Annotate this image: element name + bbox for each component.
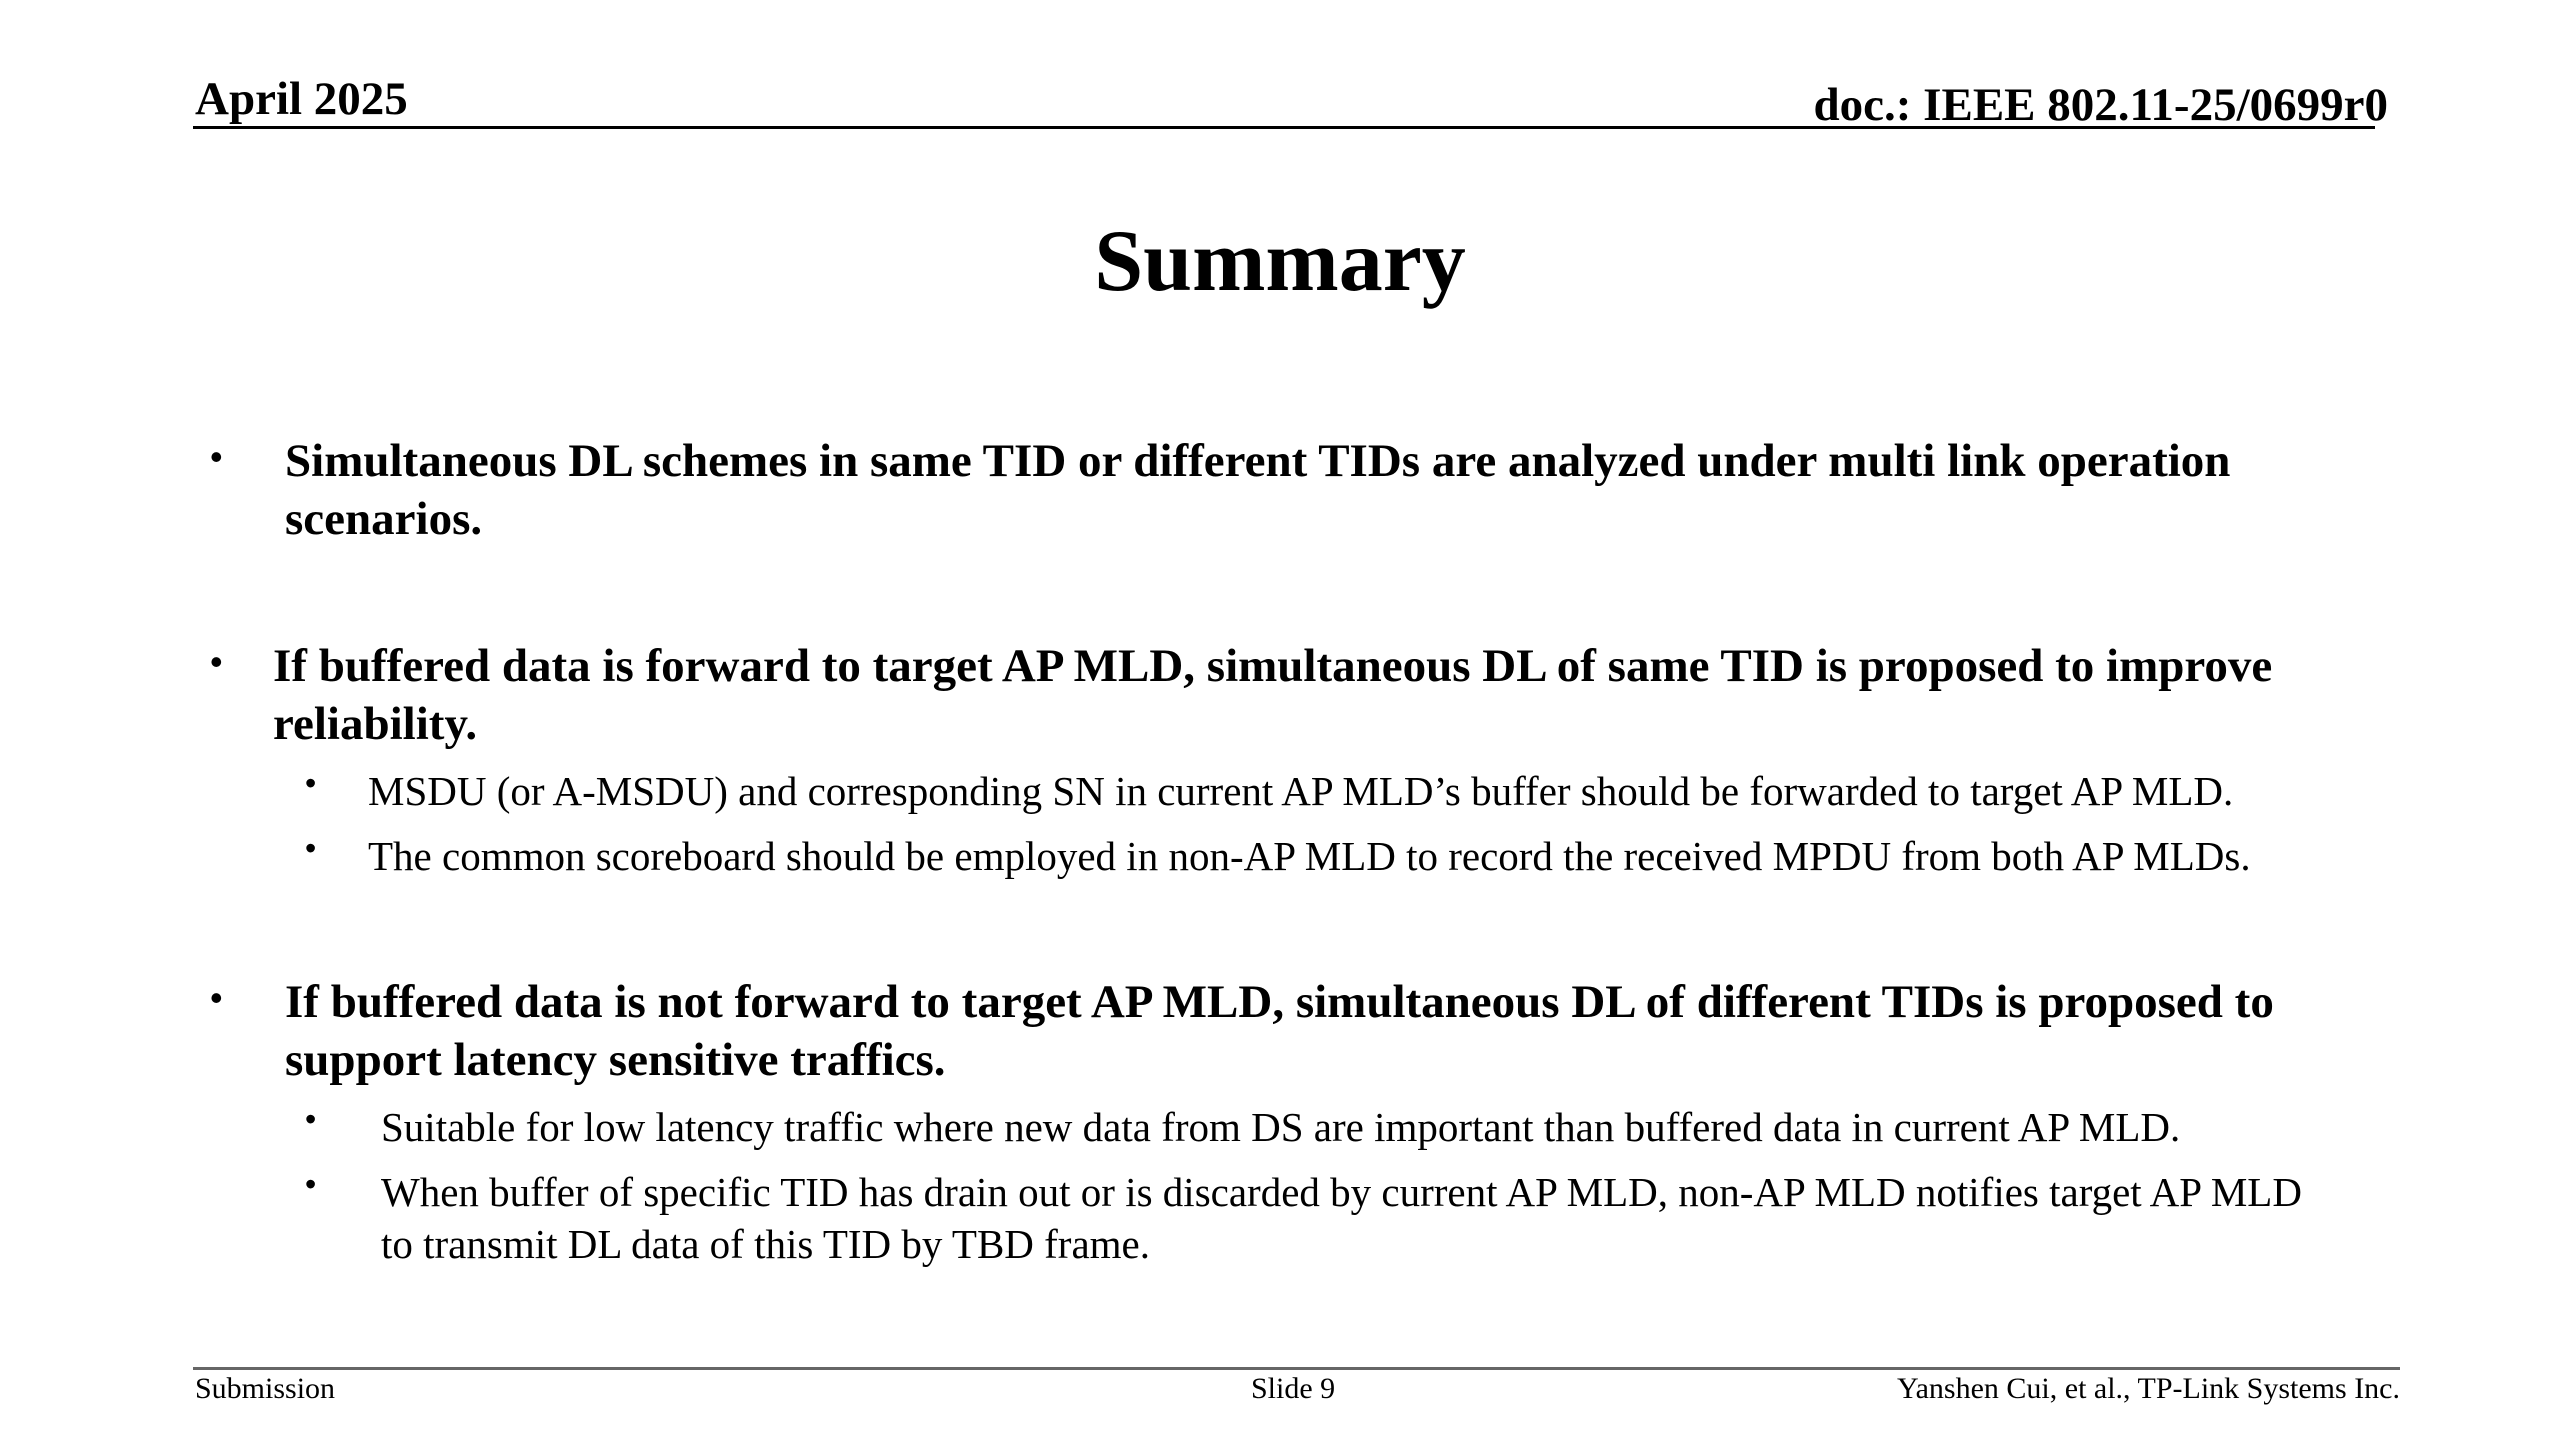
- footer-submission: Submission: [195, 1372, 336, 1405]
- slide-title: Summary: [1094, 213, 1466, 310]
- header-date: April 2025: [195, 73, 408, 125]
- footer-divider: [193, 1367, 2400, 1370]
- sub-bullet-text: Suitable for low latency traffic where new data from DS are important than buffered data in current AP MLD.: [381, 1104, 2181, 1150]
- sub-bullet-dot: •: [305, 830, 317, 866]
- footer-slide-number: Slide 9: [1251, 1372, 1336, 1405]
- sub-bullet-text: When buffer of specific TID has drain out or is discarded by current AP MLD, non-AP MLD notifies target AP MLD to transmit DL data of this TID by TBD frame.: [381, 1169, 2302, 1267]
- bullet-dot: •: [210, 641, 223, 682]
- bullet-text: If buffered data is forward to target AP MLD, simultaneous DL of same TID is proposed to improve reliability.: [273, 640, 2273, 750]
- bullet-dot: •: [210, 977, 223, 1018]
- header-divider: [193, 126, 2375, 129]
- bullet-text: Simultaneous DL schemes in same TID or different TIDs are analyzed under multi link operation scenarios.: [285, 435, 2231, 545]
- sub-bullet-text: MSDU (or A-MSDU) and corresponding SN in current AP MLD’s buffer should be forwarded to target AP MLD.: [368, 768, 2234, 814]
- sub-bullet-dot: •: [305, 765, 317, 801]
- sub-bullet-dot: •: [305, 1166, 317, 1202]
- bullet-dot: •: [210, 436, 223, 477]
- bullet-text: If buffered data is not forward to target AP MLD, simultaneous DL of different TIDs is proposed to support latency sensitive traffics.: [285, 976, 2274, 1086]
- sub-bullet-dot: •: [305, 1101, 317, 1137]
- header-doc-id: doc.: IEEE 802.11-25/0699r0: [1813, 79, 2388, 131]
- sub-bullet-text: The common scoreboard should be employed in non-AP MLD to record the received MPDU from both AP MLDs.: [368, 833, 2251, 879]
- footer-authors: Yanshen Cui, et al., TP-Link Systems Inc.: [1896, 1372, 2400, 1405]
